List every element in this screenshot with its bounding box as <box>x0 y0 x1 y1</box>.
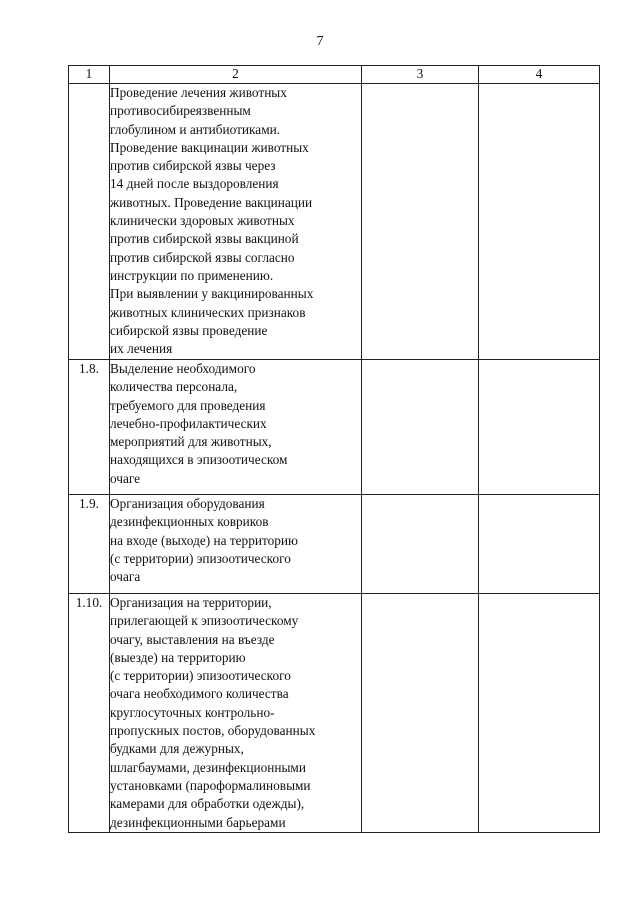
measures-table <box>68 65 600 833</box>
text-line: Организация оборудования <box>110 496 265 511</box>
row-description <box>110 495 362 594</box>
text-line: 14 дней после выздоровления <box>110 176 279 192</box>
text-line: Проведение вакцинации животных <box>110 139 309 155</box>
text-line: пропускных постов, оборудованных <box>110 723 316 739</box>
text-line: количества персонала, <box>110 379 238 395</box>
text-line: (выезде) на территорию <box>110 649 246 665</box>
text-line: мероприятий для животных, <box>110 434 272 450</box>
text-line: (с территории) эпизоотического <box>110 668 291 684</box>
table-row <box>69 84 600 360</box>
row-description <box>110 84 362 360</box>
text-line: на входе (выходе) на территорию <box>110 532 298 548</box>
text-line: шлагбаумами, дезинфекционными <box>110 759 306 775</box>
text-line: дезинфекционных ковриков <box>110 514 269 530</box>
text-line: находящихся в эпизоотическом <box>110 452 288 468</box>
row-number: 1.8. <box>69 360 110 495</box>
row-col-3 <box>362 594 479 833</box>
row-number: 1.9. <box>69 495 110 594</box>
text-line: установками (пароформалиновыми <box>110 777 311 793</box>
page-number: 7 <box>316 34 324 49</box>
text-line: дезинфекционными барьерами <box>110 814 286 830</box>
text-line: противосибиреязвенным <box>110 103 251 119</box>
row-number <box>69 84 110 360</box>
text-line: инструкции по применению. <box>110 267 274 283</box>
row-col-4 <box>479 360 600 495</box>
text-line: животных клинических признаков <box>110 304 306 320</box>
row-col-3 <box>362 360 479 495</box>
text-line: против сибирской язвы вакциной <box>110 231 299 247</box>
row-col-4 <box>479 84 600 360</box>
text-line: очаге <box>110 470 141 486</box>
text-line: Выделение необходимого <box>110 361 256 376</box>
row-col-4 <box>479 594 600 833</box>
header-col-3: 3 <box>362 66 479 84</box>
row-number: 1.10. <box>69 594 110 833</box>
text-line: При выявлении у вакцинированных <box>110 286 314 302</box>
text-line: против сибирской язвы согласно <box>110 249 295 265</box>
text-line: сибирской язвы проведение <box>110 322 268 338</box>
text-line: прилегающей к эпизоотическому <box>110 613 299 629</box>
row-col-3 <box>362 495 479 594</box>
row-description <box>110 360 362 495</box>
text-line: требуемого для проведения <box>110 397 266 413</box>
header-col-2: 2 <box>110 66 362 84</box>
row-col-3 <box>362 84 479 360</box>
text-line: глобулином и антибиотиками. <box>110 121 281 137</box>
text-line: очага <box>110 569 141 585</box>
text-line: очагу, выставления на въезде <box>110 631 275 647</box>
text-line: очага необходимого количества <box>110 686 289 702</box>
table-row <box>69 495 600 594</box>
text-line: клинически здоровых животных <box>110 213 295 229</box>
row-description <box>110 594 362 833</box>
text-line: лечебно-профилактических <box>110 415 267 431</box>
header-col-4: 4 <box>479 66 600 84</box>
text-line: животных. Проведение вакцинации <box>110 194 313 210</box>
header-col-1: 1 <box>69 66 110 84</box>
text-line: Проведение лечения животных <box>110 85 287 100</box>
text-line: камерами для обработки одежды), <box>110 796 305 812</box>
table-row <box>69 594 600 833</box>
text-line: будками для дежурных, <box>110 741 244 757</box>
text-line: против сибирской язвы через <box>110 158 276 174</box>
text-line: (с территории) эпизоотического <box>110 550 291 566</box>
table-header-row <box>69 66 600 84</box>
text-line: Организация на территории, <box>110 595 272 610</box>
row-col-4 <box>479 495 600 594</box>
text-line: круглосуточных контрольно- <box>110 704 275 720</box>
table-row <box>69 360 600 495</box>
text-line: их лечения <box>110 341 173 357</box>
